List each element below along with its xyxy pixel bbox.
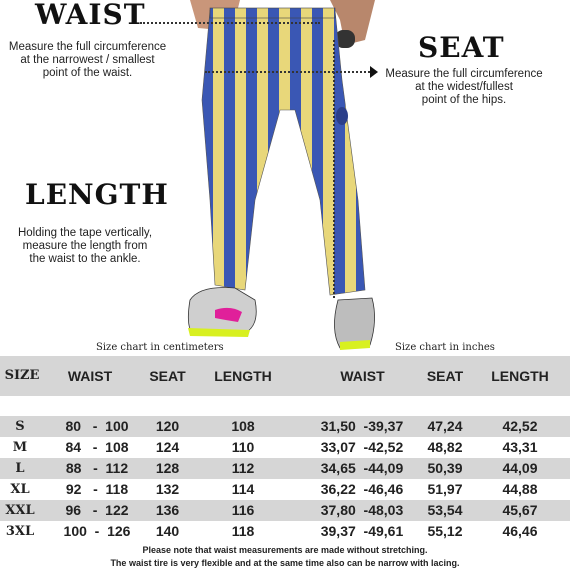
length-heading: LENGTH: [25, 178, 169, 211]
footnote-lacing: The waist tire is very flexible and at the same time also can be narrow with lacing.: [110, 558, 460, 568]
header-waist-in: WAIST: [340, 368, 385, 384]
length-guide-line: [333, 40, 335, 298]
table-row: XL 92 - 118 132 114 36,22 -46,46 51,97 44,88: [10, 481, 538, 497]
seat-heading: SEAT: [418, 31, 505, 64]
waist-description: Measure the full circumference at the narrowest / smallest point of the waist.: [8, 41, 167, 79]
caption-inches: Size chart in inches: [395, 342, 495, 353]
footnote-stretching: Please note that waist measurements are made without stretching.: [142, 545, 428, 555]
table-row: XXL 96 - 122 136 116 37,80 -48,03 53,54 45,67: [0, 500, 570, 521]
table-header-row: [0, 356, 570, 396]
table-row: 3XL 100 - 126 140 118 39,37 -49,61 55,12 46,46: [5, 523, 538, 539]
header-length-cm: LENGTH: [214, 368, 272, 384]
table-row: M 84 - 108 124 110 33,07 -42,52 48,82 43,31: [12, 439, 538, 455]
header-waist-cm: WAIST: [67, 368, 113, 384]
length-description: Holding the tape vertically, measure the length from the waist to the ankle.: [17, 227, 153, 265]
waist-guide-line: [140, 22, 320, 24]
product-image-pants: [180, 0, 380, 350]
header-length-in: LENGTH: [491, 368, 549, 384]
table-row: L 88 - 112 128 112 34,65 -44,09 50,39 44,09: [0, 458, 570, 479]
header-size: SIZE: [4, 368, 40, 383]
seat-description: Measure the full circumference at the widest/fullest point of the hips.: [385, 68, 543, 106]
caption-centimeters: Size chart in centimeters: [96, 342, 224, 353]
table-row: S 80 - 100 120 108 31,50 -39,37 47,24 42,52: [0, 416, 570, 437]
header-seat-cm: SEAT: [149, 368, 186, 384]
seat-arrow-icon: [370, 66, 378, 78]
header-seat-in: SEAT: [426, 368, 464, 384]
waist-heading: WAIST: [35, 0, 146, 31]
seat-guide-line: [205, 71, 370, 73]
